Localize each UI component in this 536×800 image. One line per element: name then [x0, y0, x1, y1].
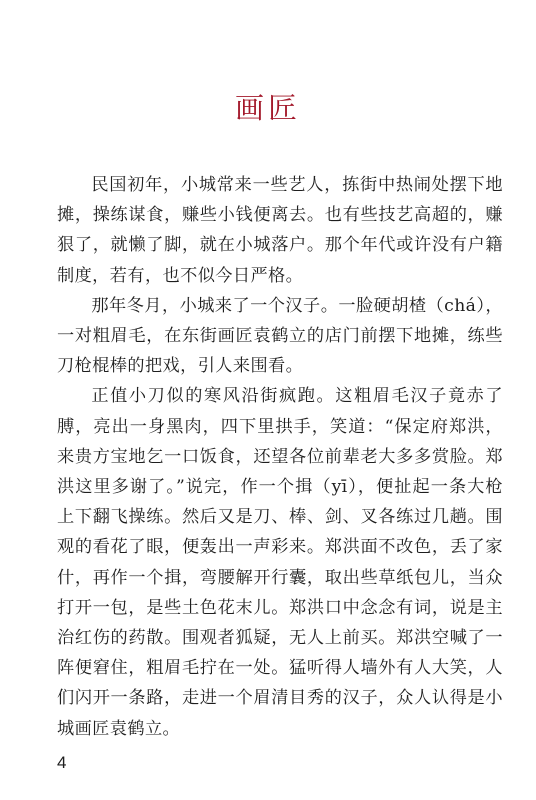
paragraph-3: 正值小刀似的寒风沿街疯跑。这粗眉毛汉子竟赤了膊，亮出一身黑肉，四下里拱手，笑道：“保定府郑洪，来贵方宝地乞一口饭食，还望各位前辈老大多多赏脸。郑洪这里多谢了。”说完，作一个揖（yī），便扯起一条大枪上下翻飞操练。然后又是刀、棒、剑、叉各练过几趟。围观的看花了眼，便轰出一声彩来。郑洪面不改色，丢了家什，再作一个揖，弯腰解开行囊，取出些草纸包儿，当众打开一包，是些土色花末儿。郑洪口中念念有词，说是主治红伤的药散。围观者狐疑，无人上前买。郑洪空喊了一阵便窘住，粗眉毛拧在一处。猛听得人墙外有人大笑，人们闪开一条路，走进一个眉清目秀的汉子，众人认得是小城画匠袁鹤立。 — [57, 386, 503, 739]
chapter-title: 画匠 — [234, 91, 301, 125]
paragraph-1: 民国初年，小城常来一些艺人，拣街中热闹处摆下地摊，操练谋食，赚些小钱便离去。也有些技艺高超的，赚狠了，就懒了脚，就在小城落户。那个年代或许没有户籍制度，若有，也不似今日严格。 — [57, 175, 503, 286]
body-text — [57, 170, 503, 744]
page-number: 4 — [57, 753, 67, 772]
paragraph-2: 那年冬月，小城来了一个汉子。一脸硬胡楂（chá），一对粗眉毛，在东街画匠袁鹤立的店门前摆下地摊，练些刀枪棍棒的把戏，引人来围看。 — [57, 295, 503, 377]
